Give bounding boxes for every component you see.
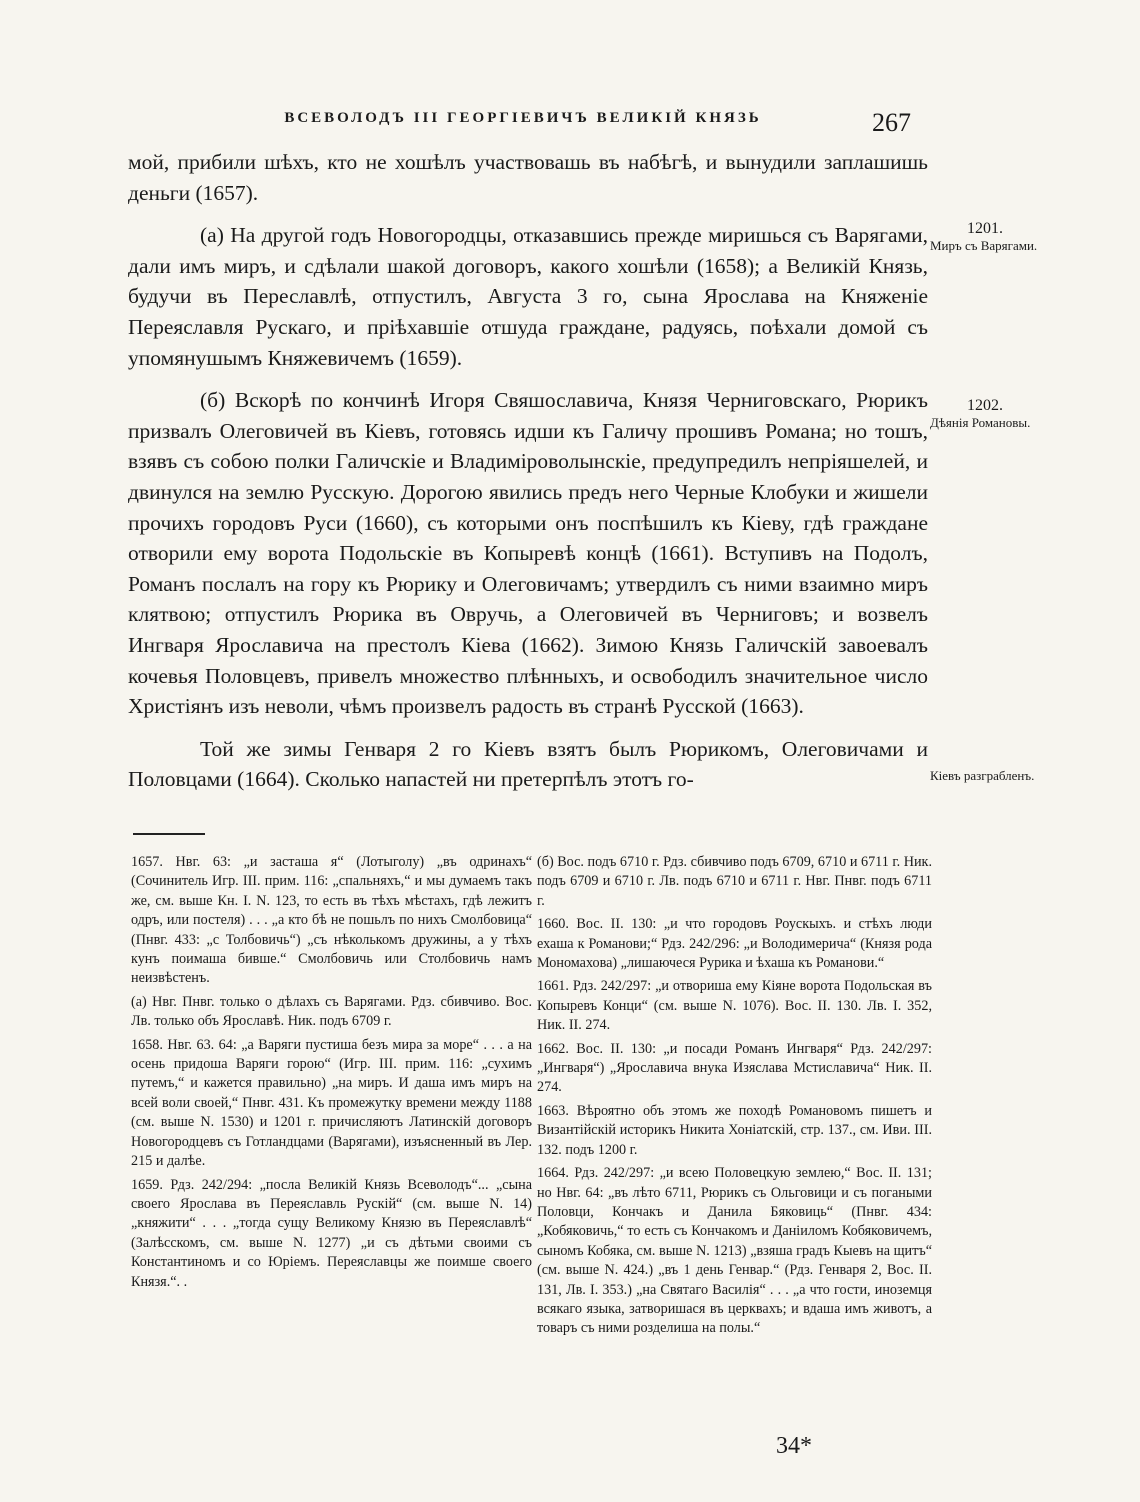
- page-number: 267: [872, 108, 911, 137]
- footnote: 1664. Рдз. 242/297: „и всею Половецкую землею,“ Вос. II. 131; но Нвг. 64: „въ лѣто 6711, Рюрикъ съ Ольговици и съ погаными Половци, Кончакъ и Данила Бяковиць“ (Пнвг. 434: „Кобяковичь,“ то есть съ Кончакомъ и Даніиломъ Кобяковичемъ, сыномъ Кобяка, см. выше N. 1213) „взяша градъ Кыевъ на щитъ“ (см. выше N. 424.) „въ 1 день Генвар.“ (Рдз. Генваря 2, Вос. II. 131, Лв. I. 353.) „на Святаго Василія“ . . . „а что гости, иноземця всякаго языка, затворишася въ церквахъ; и вдаша имъ животъ, а товаръ съ ними розделиша на полы.“: [537, 1165, 932, 1337]
- footnote: (б) Вос. подъ 6710 г. Рдз. сбивчиво подъ 6709, 6710 и 6711 г. Ник. подъ 6709 и 6710 г. Лв. подъ 6710 и 6711 г. Нвг. Пнвг. подъ 6711 г.: [537, 854, 932, 909]
- paragraph: (а) На другой годъ Новогородцы, отказавшись прежде миришься съ Варягами, дали имъ миръ, и сдѣлали шакой договоръ, какого хошѣли (1658); а Великій Князь, будучи въ Переславлѣ, отпустилъ, Августа 3 го, сына Ярослава на Княженіе Переяславля Рускаго, и пріѣхавшіе отшуда граждане, радуясь, поѣхали домой съ упомянушымъ Княжевичемъ (1659).: [128, 223, 928, 370]
- footnote-divider: [133, 833, 205, 835]
- footnote: (а) Нвг. Пнвг. только о дѣлахъ съ Варягами. Рдз. сбивчиво. Вос. Лв. только объ Ярославѣ. Ник. подъ 6709 г.: [131, 993, 532, 1030]
- margin-text: Кіевъ разграбленъ.: [930, 768, 1035, 783]
- footnote: 1660. Вос. II. 130: „и что городовъ Роускыхъ. и стѣхъ люди ехаша к Романови;“ Рдз. 242/296: „и Володимерича“ (Князя рода Мономахова) „лишаючеся Рурика и ѣхаша къ Романови.“: [537, 916, 932, 972]
- main-text: [128, 147, 928, 807]
- signature-mark: 34*: [776, 1433, 812, 1459]
- footnote: 1663. Вѣроятно объ этомъ же походѣ Романовомъ пишетъ и Византійскій историкъ Никита Хоніатскій, стр. 137., см. Иви. III. 132. подъ 1200 г.: [537, 1102, 932, 1158]
- paragraph: (б) Вскорѣ по кончинѣ Игоря Свяшославича, Князя Черниговскаго, Рюрикъ призвалъ Олеговичей въ Кіевъ, готовясь идши къ Галичу прошивъ Романа; но тошъ, взявъ съ собою полки Галичскіе и Владиміроволынскіе, предупредилъ непріяшелей, и двинулся на землю Русскую. Дорогою явились предъ него Черные Клобуки и жишели прочихъ городовъ Руси (1660), съ которыми онъ поспѣшилъ къ Кіеву, гдѣ граждане отворили ему ворота Подольскіе въ Копыревѣ концѣ (1661). Вступивъ на Подолъ, Романъ послалъ на гору къ Рюрику и Олеговичамъ; утвердилъ съ ними взаимно миръ клятвою; отпустилъ Рюрика въ Овручь, а Олеговичей въ Черниговъ; и возвелъ Ингваря Ярославича на престолъ Кіева (1662). Зимою Князь Галичскій завоевалъ кочевья Половцевъ, привелъ множество плѣнныхъ, и освободилъ значительное число Христіянъ изъ неволи, чѣмъ произвелъ радость въ странѣ Русской (1663).: [128, 388, 928, 719]
- footnotes-right-column: [537, 853, 932, 1343]
- margin-year: 1201.: [967, 220, 1003, 237]
- margin-text: Дѣянія Романовы.: [930, 415, 1031, 430]
- footnotes-left-column: [131, 853, 532, 1296]
- footnote: 1659. Рдз. 242/294: „посла Великій Князь Всеволодъ“... „сына своего Ярослава въ Переяславль Рускій“ (см. выше N. 14) „княжити“ . . . „тогда сущу Великому Князю въ Переяславлѣ“ (Залѣсскомъ, см. выше N. 1277) „и съ дѣтьми своими съ Константиномъ и со Юріемъ. Переяславцы же поимше своего Князя.“. .: [131, 1176, 532, 1290]
- margin-text: Миръ съ Варягами.: [930, 238, 1038, 253]
- footnote: 1658. Нвг. 63. 64: „а Варяги пустиша безъ мира за море“ . . . а на осень придоша Варяги горою“ (Игр. III. прим. 116: „сухимъ путемъ,“ и кажется правильно) „на миръ. И даша имъ миръ на всей воли своей,“ Пнвг. 431. Къ промежутку времени между 1188 (см. выше N. 1530) и 1201 г. причисляютъ Латинскій договоръ Новогородцевъ съ Готландцами (Варягами), изъясненный въ Лер. 215 и далѣе.: [131, 1036, 532, 1170]
- footnote: 1661. Рдз. 242/297: „и отвориша ему Кіяне ворота Подольская въ Копыревъ Конци“ (см. выше N. 1076). Вос. II. 130. Лв. I. 352, Ник. II. 274.: [537, 978, 932, 1034]
- margin-year: 1202.: [967, 397, 1003, 414]
- paragraph: Той же зимы Генваря 2 го Кіевъ взятъ былъ Рюрикомъ, Олеговичами и Половцами (1664). Сколько напастей ни претерпѣлъ этотъ го-: [128, 736, 928, 792]
- footnote: 1662. Вос. II. 130: „и посади Романъ Ингваря“ Рдз. 242/297: „Ингваря“) „Ярославича внука Изяслава Мстиславича“ Ник. II. 274.: [537, 1040, 932, 1096]
- margin-note: [930, 220, 1040, 253]
- paragraph: мой, прибили шѣхъ, кто не хошѣлъ участвовашь въ набѣгѣ, и вынудили заплашишь деньги (1657).: [128, 150, 928, 205]
- footnote: 1657. Нвг. 63: „и засташа я“ (Лотыголу) „въ одринахъ“ (Сочинитель Игр. III. прим. 116: „спальняхъ,“ и мы думаемъ такъ же, см. выше Кн. I. N. 123, то есть въ тѣхъ мѣстахъ, гдѣ лежитъ одръ, или постеля) . . . „а кто бѣ не пошьлъ по нихъ Смолбовица“ (Пнвг. 433: „с Толбовичь“) „съ нѣколькомъ дружины, а у тѣхъ кунъ поимаша бивше.“ Смолбовичь или Столбовичь намъ неизвѣстенъ.: [131, 854, 532, 987]
- running-head: ВСЕВОЛОДЪ III ГЕОРГІЕВИЧЪ ВЕЛИКІЙ КНЯЗЬ: [284, 110, 762, 126]
- margin-note: [930, 768, 1040, 783]
- margin-note: [930, 397, 1040, 430]
